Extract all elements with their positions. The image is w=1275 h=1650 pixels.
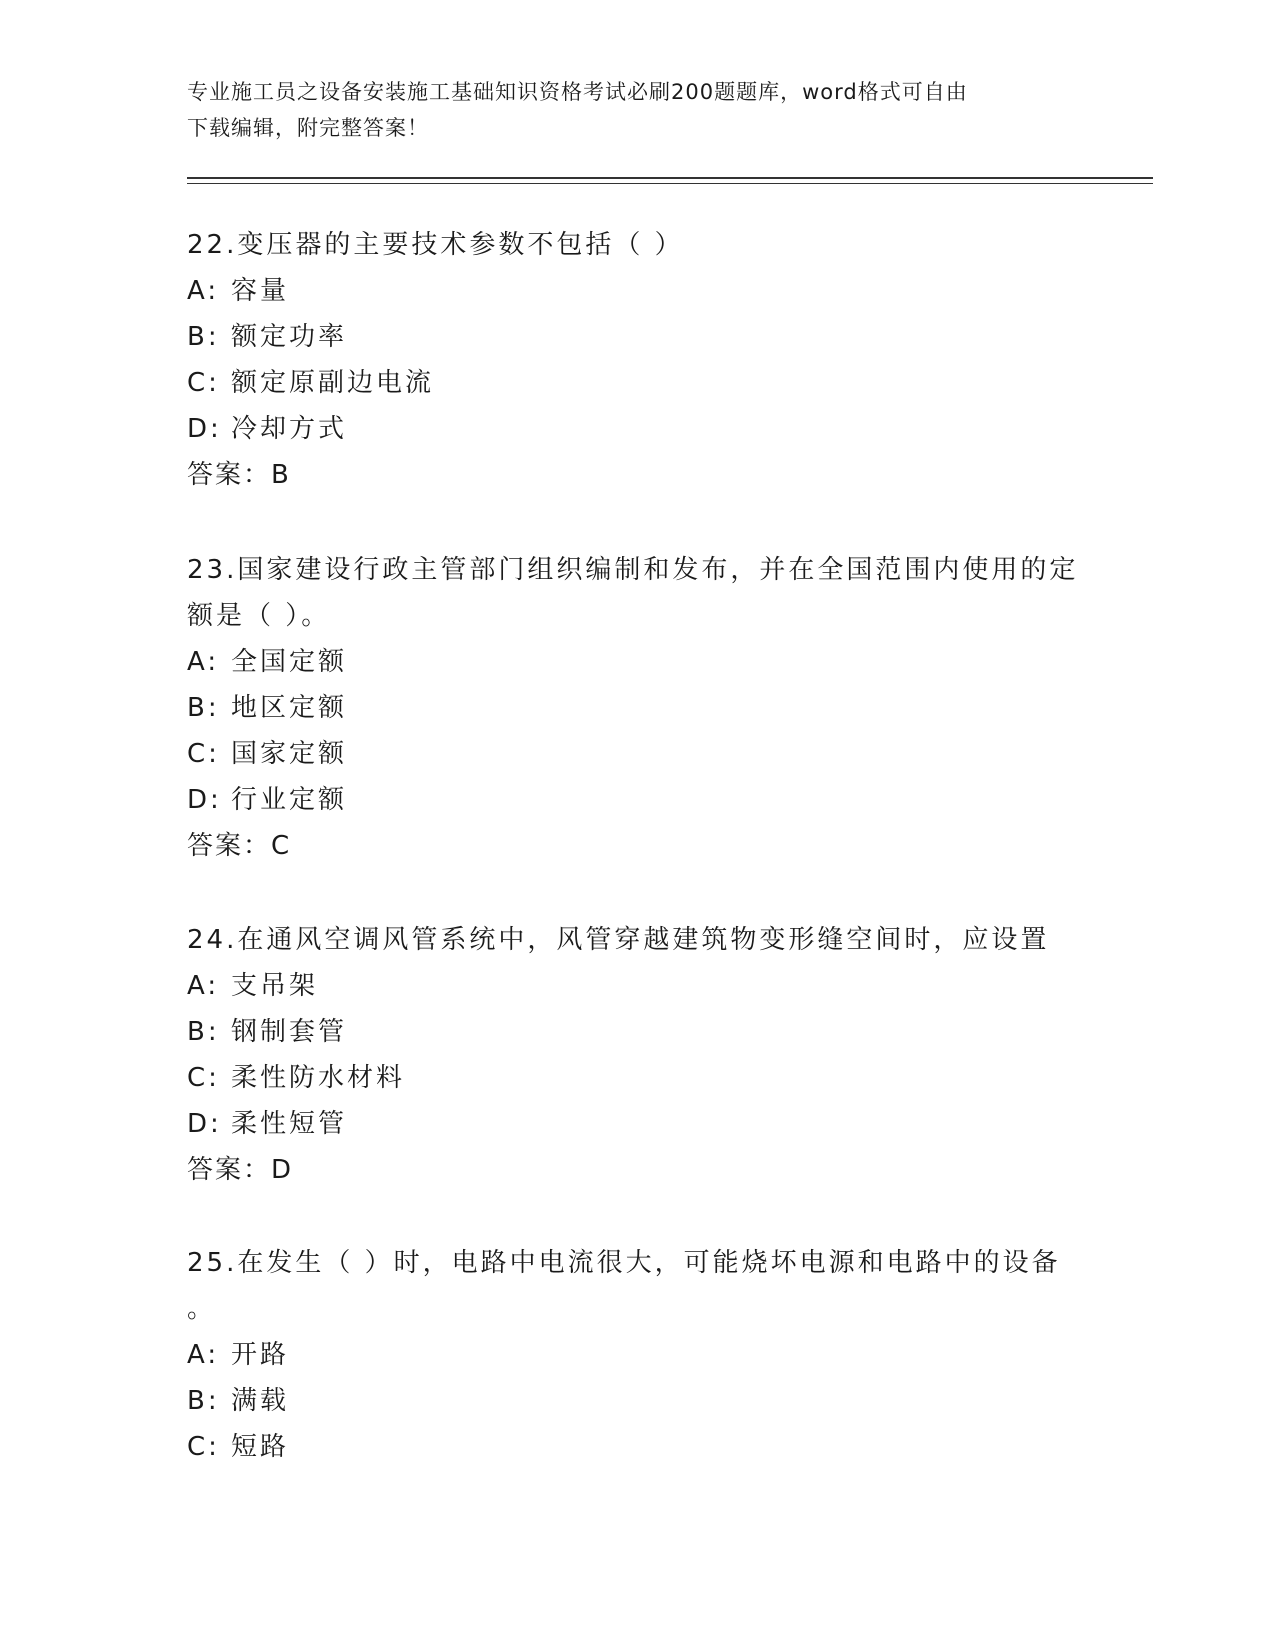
option-d (187, 777, 1087, 823)
question-25 (187, 1240, 1087, 1470)
header-divider-thick (187, 177, 1153, 179)
option-text: 支吊架 (231, 971, 319, 1001)
question-stem: 24.在通风空调风管系统中，风管穿越建筑物变形缝空间时，应设置 (187, 925, 1050, 955)
option-key: C: (187, 1432, 220, 1462)
question-stem: 22.变压器的主要技术参数不包括（ ） (187, 230, 684, 260)
option-key: A: (187, 647, 220, 677)
option-text: 额定功率 (231, 322, 348, 352)
question-stem: 23.国家建设行政主管部门组织编制和发布，并在全国范围内使用的定 (187, 555, 1079, 585)
option-key: D: (187, 1109, 222, 1139)
option-text: 开路 (231, 1340, 290, 1370)
question-stem: 25.在发生（ ）时，电路中电流很大，可能烧坏电源和电路中的设备 (187, 1248, 1061, 1278)
option-b (187, 314, 1087, 360)
option-d (187, 406, 1087, 452)
answer-text: 答案：B (187, 460, 291, 490)
question-23 (187, 547, 1087, 869)
option-key: A: (187, 971, 220, 1001)
option-key: C: (187, 1063, 220, 1093)
option-key: C: (187, 739, 220, 769)
question-24 (187, 917, 1087, 1193)
option-key: A: (187, 1340, 220, 1370)
option-key: C: (187, 368, 220, 398)
option-key: B: (187, 322, 220, 352)
option-text: 柔性防水材料 (231, 1063, 406, 1093)
option-text: 柔性短管 (231, 1109, 348, 1139)
option-key: B: (187, 1017, 220, 1047)
header-title-line-1: 专业施工员之设备安装施工基础知识资格考试必刷200题题库，word格式可自由 (187, 80, 968, 104)
question-stem-continued: 额是（ ）。 (187, 601, 331, 631)
answer-text: 答案：C (187, 831, 292, 861)
option-text: 国家定额 (231, 739, 348, 769)
option-b (187, 1378, 1087, 1424)
option-key: A: (187, 276, 220, 306)
option-text: 全国定额 (231, 647, 348, 677)
option-a (187, 1332, 1087, 1378)
option-b (187, 685, 1087, 731)
option-d (187, 1101, 1087, 1147)
option-c (187, 731, 1087, 777)
option-text: 额定原副边电流 (231, 368, 435, 398)
option-text: 冷却方式 (231, 414, 348, 444)
option-key: B: (187, 693, 220, 723)
option-text: 短路 (231, 1432, 290, 1462)
answer-text: 答案：D (187, 1155, 294, 1185)
header-divider-thin (187, 183, 1153, 184)
question-22 (187, 222, 1087, 498)
option-a (187, 639, 1087, 685)
option-a (187, 963, 1087, 1009)
option-text: 钢制套管 (231, 1017, 348, 1047)
option-key: D: (187, 414, 222, 444)
header-title-line-2: 下载编辑，附完整答案！ (187, 116, 429, 140)
option-c (187, 1424, 1087, 1470)
option-text: 容量 (231, 276, 290, 306)
option-text: 满载 (231, 1386, 290, 1416)
option-text: 行业定额 (231, 785, 348, 815)
option-a (187, 268, 1087, 314)
option-b (187, 1009, 1087, 1055)
document-header (187, 74, 1067, 146)
option-c (187, 360, 1087, 406)
option-text: 地区定额 (231, 693, 348, 723)
option-key: B: (187, 1386, 220, 1416)
option-c (187, 1055, 1087, 1101)
option-key: D: (187, 785, 222, 815)
question-stem-continued: 。 (187, 1294, 217, 1324)
